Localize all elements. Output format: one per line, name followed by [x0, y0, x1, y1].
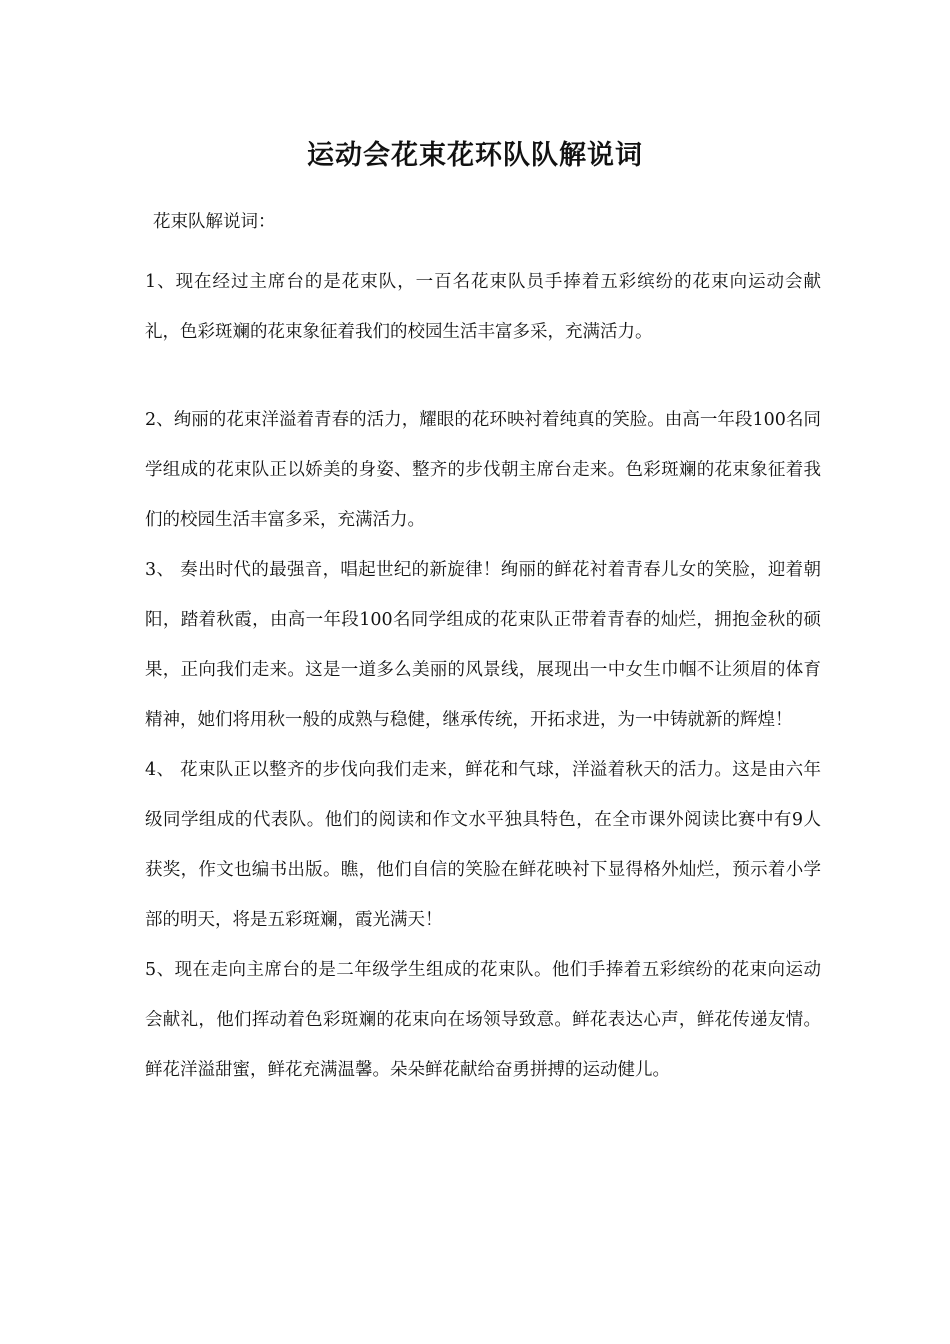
paragraph-4: 4、 花束队正以整齐的步伐向我们走来，鲜花和气球，洋溢着秋天的活力。这是由六年级同学组成的代表队。他们的阅读和作文水平独具特色，在全市课外阅读比赛中有9人获奖，作文也编书出版。瞧，他们自信的笑脸在鲜花映衬下显得格外灿烂，预示着小学部的明天，将是五彩斑斓，霞光满天！	[145, 760, 821, 930]
paragraph-gap	[145, 357, 821, 395]
section-subtitle: 花束队解说词：	[153, 212, 276, 232]
paragraph-2: 2、绚丽的花束洋溢着青春的活力，耀眼的花环映衬着纯真的笑脸。由高一年段100名同学组成的花束队正以娇美的身姿、整齐的步伐朝主席台走来。色彩斑斓的花束象征着我们的校园生活丰富多采，充满活力。	[145, 410, 821, 530]
document-body	[145, 207, 821, 1095]
page-title: 运动会花束花环队队解说词	[307, 140, 643, 171]
paragraph-5: 5、现在走向主席台的是二年级学生组成的花束队。他们手捧着五彩缤纷的花束向运动会献礼，他们挥动着色彩斑斓的花束向在场领导致意。鲜花表达心声，鲜花传递友情。鲜花洋溢甜蜜，鲜花充满温馨。朵朵鲜花献给奋勇拼搏的运动健儿。	[145, 960, 821, 1080]
paragraph-1: 1、现在经过主席台的是花束队，一百名花束队员手捧着五彩缤纷的花束向运动会献礼，色彩斑斓的花束象征着我们的校园生活丰富多采，充满活力。	[145, 272, 821, 342]
paragraph-3: 3、 奏出时代的最强音，唱起世纪的新旋律！绚丽的鲜花衬着青春儿女的笑脸，迎着朝阳，踏着秋霞，由高一年段100名同学组成的花束队正带着青春的灿烂，拥抱金秋的硕果，正向我们走来。这是一道多么美丽的风景线，展现出一中女生巾帼不让须眉的体育精神，她们将用秋一般的成熟与稳健，继承传统，开拓求进，为一中铸就新的辉煌！	[145, 560, 821, 730]
